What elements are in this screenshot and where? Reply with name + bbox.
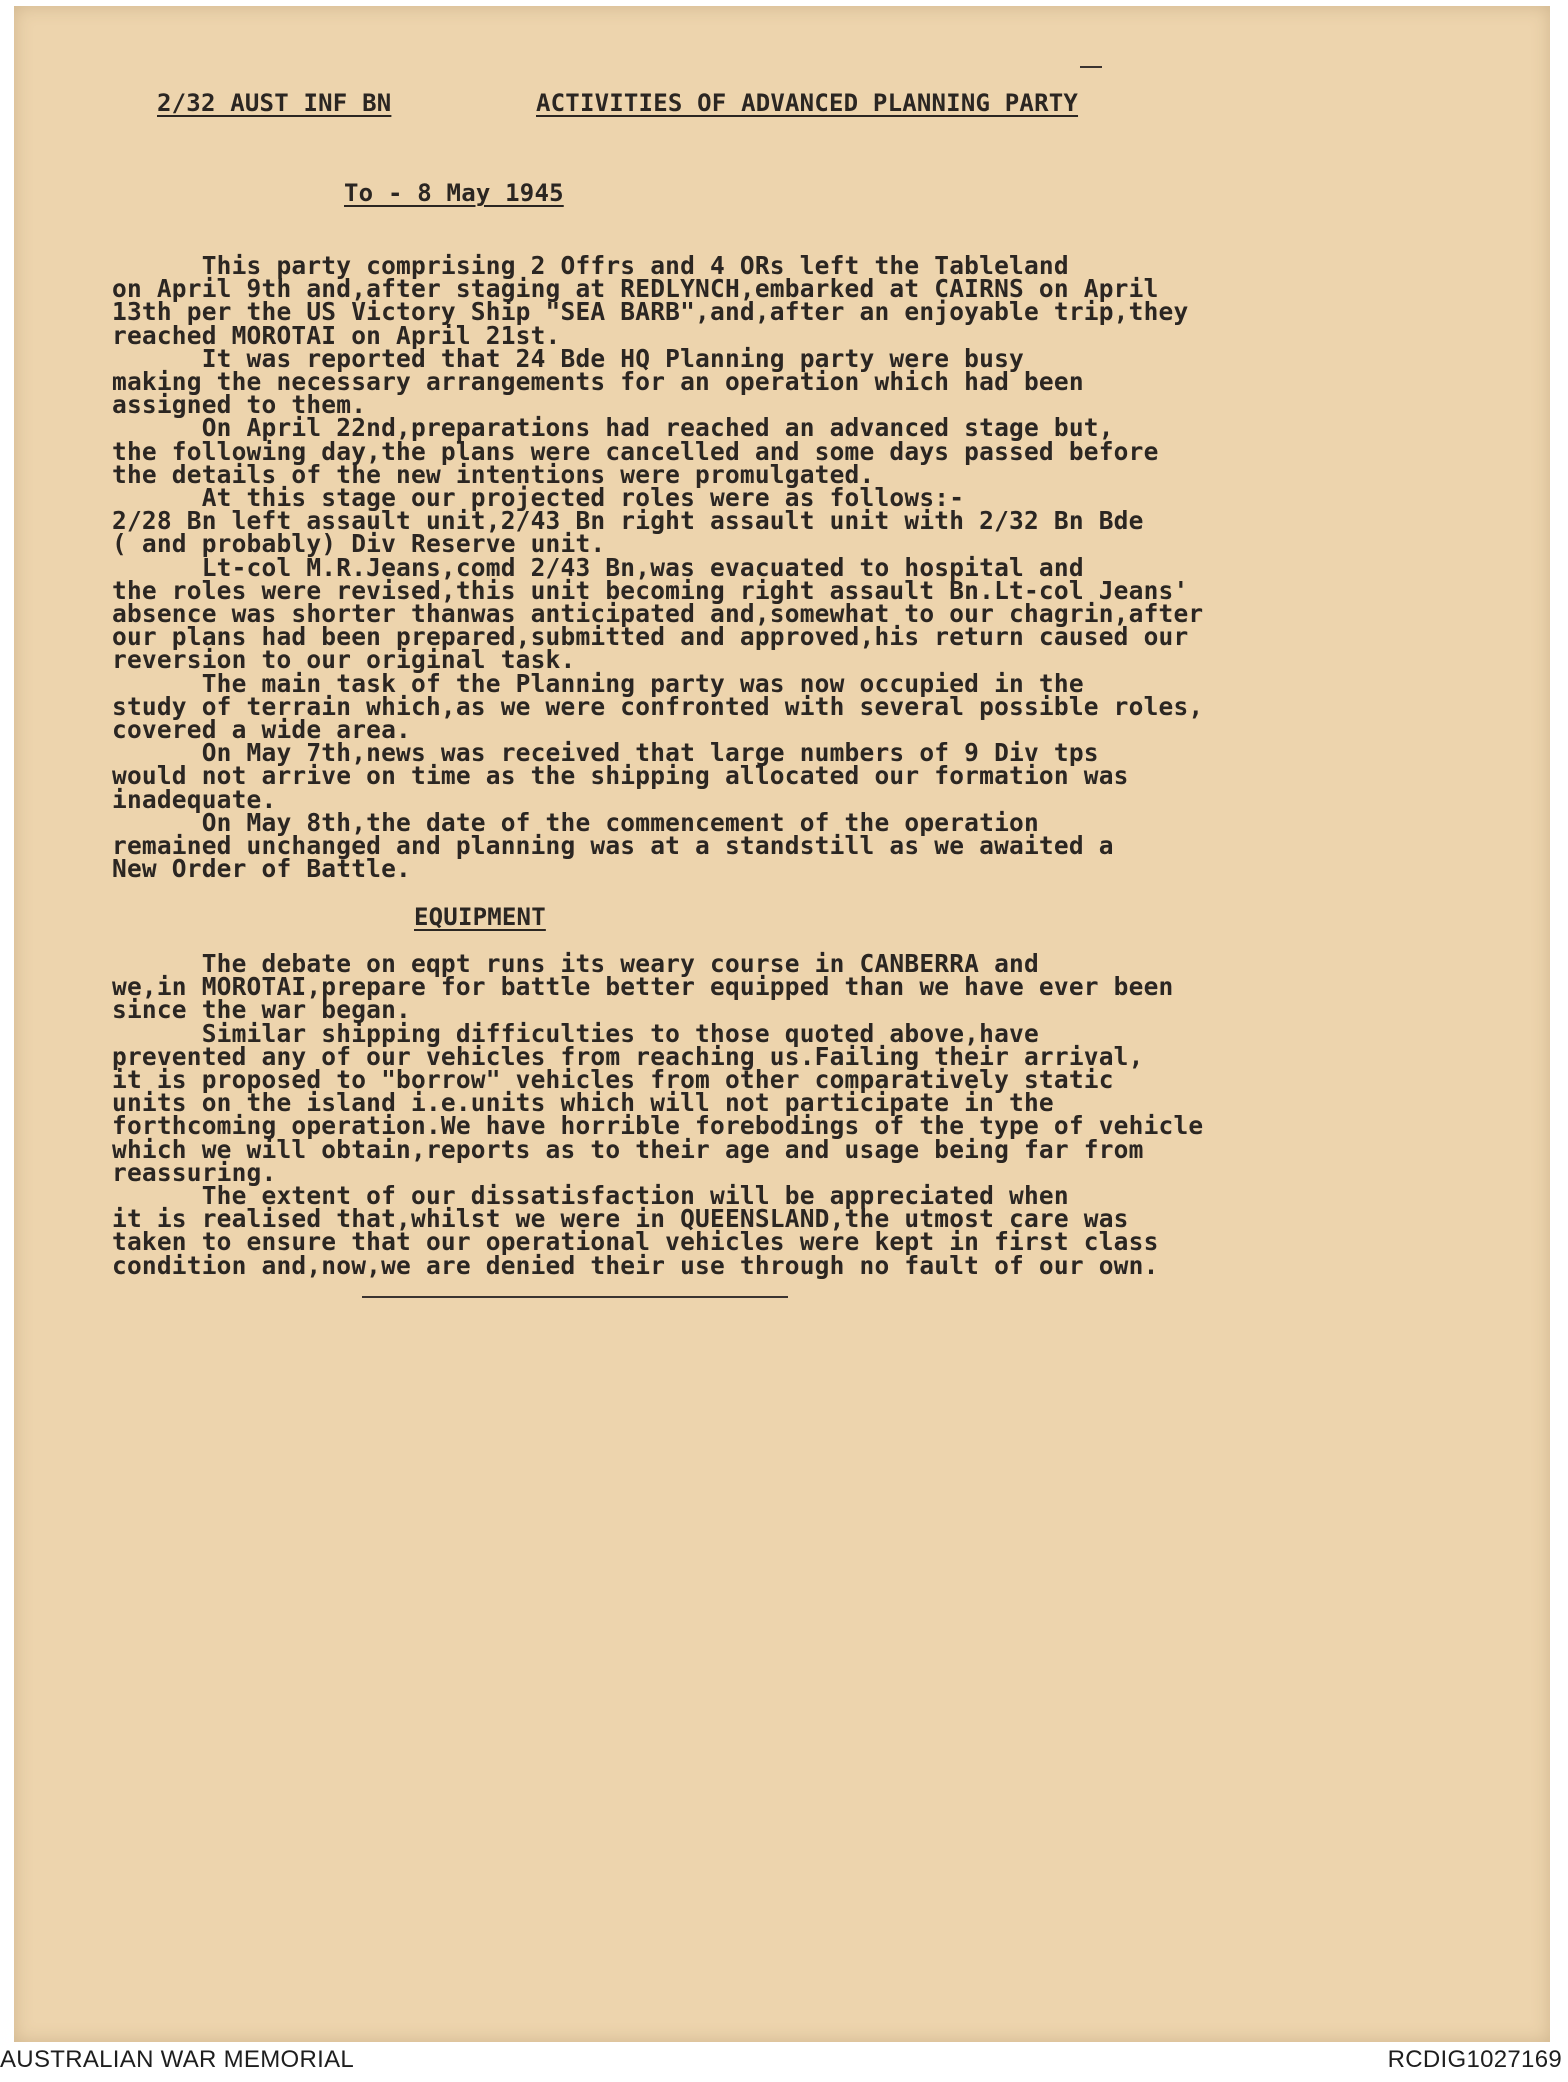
text-line: our plans had been prepared,submitted and approved,his return caused our — [112, 622, 1189, 652]
text-line: would not arrive on time as the shipping allocated our formation was — [112, 761, 1129, 791]
text-line: On April 22nd,preparations had reached an advanced stage but, — [112, 413, 1114, 443]
text-line: reversion to our original task. — [112, 645, 576, 675]
text-line: we,in MOROTAI,prepare for battle better equipped than we have ever been — [112, 972, 1174, 1002]
text-line: condition and,now,we are denied their use through no fault of our own. — [112, 1250, 1159, 1280]
text-line: units on the island i.e.units which will not participate in the — [112, 1088, 1054, 1118]
text-line: This party comprising 2 Offrs and 4 ORs left the Tableland — [112, 251, 1069, 280]
text-line: making the necessary arrangements for an operation which had been — [112, 367, 1084, 396]
text-line: The main task of the Planning party was now occupied in the — [112, 668, 1084, 698]
text-line: it is proposed to "borrow" vehicles from other comparatively static — [112, 1065, 1114, 1094]
text-line: On May 7th,news was received that large numbers of 9 Div tps — [112, 738, 1099, 768]
text-line: assigned to them. — [112, 390, 367, 420]
text-line: The debate on eqpt runs its weary course in CANBERRA and — [112, 949, 1039, 978]
text-line: taken to ensure that our operational vehicles were kept in first class — [112, 1227, 1159, 1257]
document-page — [14, 6, 1550, 2042]
text-line: remained unchanged and planning was at a standstill as we awaited a — [112, 831, 1114, 860]
margin-tick — [1080, 66, 1102, 68]
text-line: reassuring. — [112, 1157, 277, 1187]
text-line: on April 9th and,after staging at REDLYNCH,embarked at CAIRNS on April — [112, 274, 1159, 304]
unit-heading: 2/32 AUST INF BN — [157, 89, 392, 117]
document-title: ACTIVITIES OF ADVANCED PLANNING PARTY — [536, 89, 1079, 117]
text-line: absence was shorter thanwas anticipated and,somewhat to our chagrin,after — [112, 599, 1204, 628]
footer-right: RCDIG1027169 — [1387, 2046, 1562, 2073]
text-line: The extent of our dissatisfaction will be appreciated when — [112, 1181, 1069, 1210]
footer-left: AUSTRALIAN WAR MEMORIAL — [0, 2046, 355, 2073]
text-line: New Order of Battle. — [112, 854, 412, 884]
date-heading: To - 8 May 1945 — [344, 179, 564, 207]
text-line: ( and probably) Div Reserve unit. — [112, 529, 606, 559]
text-line: prevented any of our vehicles from reaching us.Failing their arrival, — [112, 1041, 1144, 1071]
text-line: covered a wide area. — [112, 715, 412, 744]
text-line: it is realised that,whilst we were in QUEENSLAND,the utmost care was — [112, 1204, 1129, 1234]
text-line: On May 8th,the date of the commencement of the operation — [112, 807, 1039, 837]
text-line: reached MOROTAI on April 21st. — [112, 320, 561, 350]
text-line: It was reported that 24 Bde HQ Planning party were busy — [112, 343, 1024, 373]
text-line: Lt-col M.R.Jeans,comd 2/43 Bn,was evacuated to hospital and — [112, 552, 1084, 582]
text-line: inadequate. — [112, 784, 277, 814]
equipment-heading: EQUIPMENT — [414, 903, 546, 931]
closing-rule — [362, 1296, 788, 1298]
text-line: the details of the new intentions were promulgated. — [112, 459, 875, 489]
text-line: Similar shipping difficulties to those quoted above,have — [112, 1018, 1039, 1048]
text-line: 13th per the US Victory Ship "SEA BARB",and,after an enjoyable trip,they — [112, 297, 1189, 327]
text-line: study of terrain which,as we were confronted with several possible roles, — [112, 691, 1204, 721]
text-line: At this stage our projected roles were as follows:- — [112, 483, 965, 512]
text-line: which we will obtain,reports as to their age and usage being far from — [112, 1134, 1144, 1164]
text-line: forthcoming operation.We have horrible forebodings of the type of vehicle — [112, 1111, 1204, 1141]
text-line: the roles were revised,this unit becoming right assault Bn.Lt-col Jeans' — [112, 575, 1189, 605]
text-line: 2/28 Bn left assault unit,2/43 Bn right assault unit with 2/32 Bn Bde — [112, 506, 1144, 536]
text-line: the following day,the plans were cancelled and some days passed before — [112, 436, 1159, 466]
text-line: since the war began. — [112, 995, 412, 1025]
